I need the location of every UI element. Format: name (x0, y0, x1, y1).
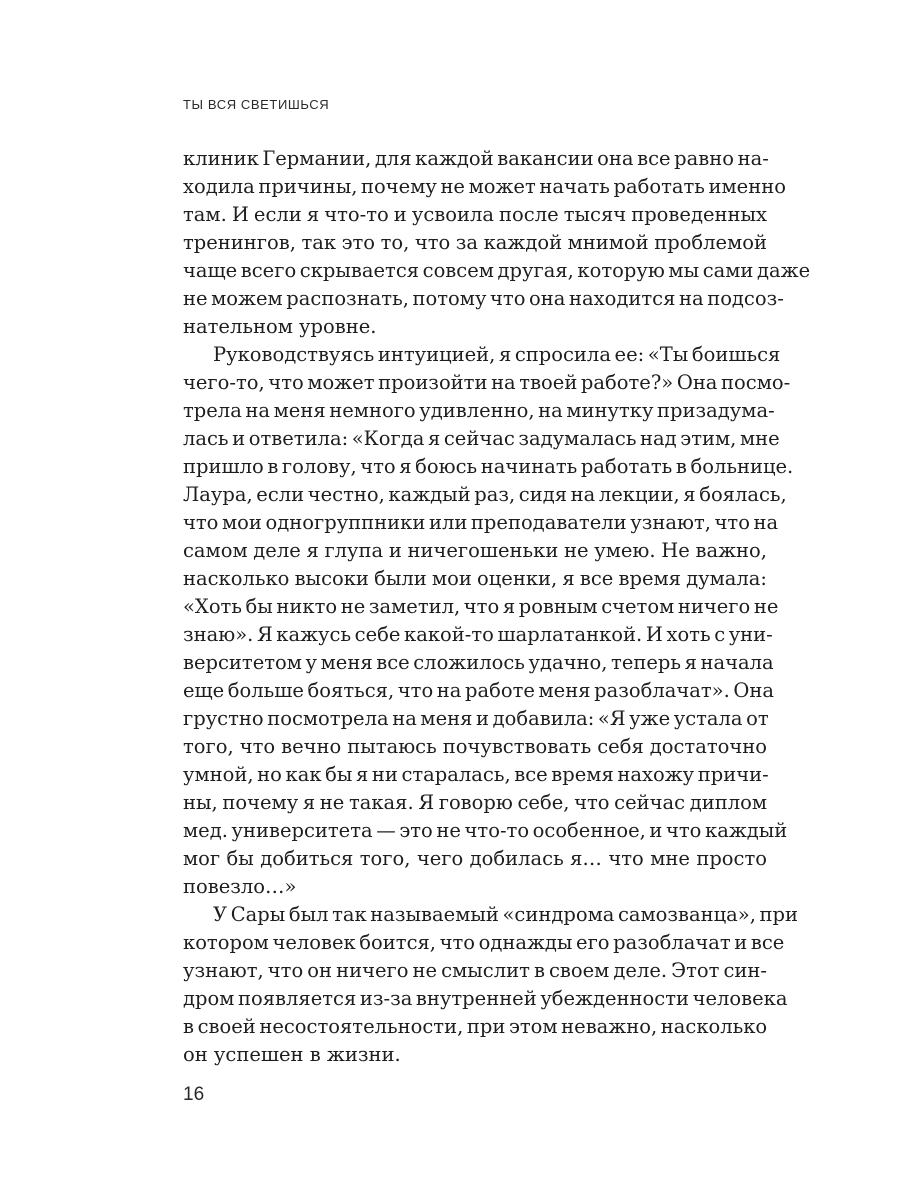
text-line: Лаура, если честно, каждый раз, сидя на лекции, я боялась, (183, 483, 787, 506)
page-number: 16 (183, 1084, 205, 1105)
text-line: знаю». Я кажусь себе какой-то шарлатанкой. И хоть с уни- (183, 623, 773, 646)
text-line: он успешен в жизни. (183, 1043, 401, 1066)
text-line: У Сары был так называемый «синдрома самозванца», при (213, 903, 799, 926)
text-line: пришло в голову, что я боюсь начинать работать в больнице. (183, 455, 794, 478)
text-line: насколько высоки были мои оценки, я все время думала: (183, 567, 767, 590)
text-line: лась и ответила: «Когда я сейчас задумалась над этим, мне (183, 427, 780, 450)
text-line: еще больше бояться, что на работе меня разоблачат». Она (183, 679, 775, 702)
text-line: умной, но как бы я ни старалась, все время нахожу причи- (183, 763, 769, 786)
text-line: трела на меня немного удивленно, на минутку призадума- (183, 399, 775, 422)
running-head-title: ТЫ ВСЯ СВЕТИШЬСЯ (183, 97, 330, 112)
text-line: ходила причины, почему не может начать работать именно (183, 175, 786, 198)
body-text (183, 145, 811, 1069)
text-line: мог бы добиться того, чего добилась я… что мне просто (183, 847, 767, 870)
text-line: дром появляется из-за внутренней убежденности человека (183, 987, 788, 1010)
text-line: тренингов, так это то, что за каждой мнимой проблемой (183, 231, 767, 254)
text-line: мед. университета — это не что-то особенное, и что каждый (183, 819, 788, 842)
text-line: чего-то, что может произойти на твоей работе?» Она посмо- (183, 371, 791, 394)
text-line: в своей несостоятельности, при этом неважно, насколько (183, 1015, 768, 1038)
text-line: чаще всего скрывается совсем другая, которую мы сами даже (183, 259, 811, 282)
text-line: самом деле я глупа и ничегошеньки не умею. Не важно, (183, 539, 767, 562)
text-line: что мои одногруппники или преподаватели узнают, что на (183, 511, 779, 534)
text-line: узнают, что он ничего не смыслит в своем деле. Этот син- (183, 959, 767, 982)
text-line: там. И если я что-то и усвоила после тысяч проведенных (183, 203, 767, 226)
text-line: грустно посмотрела на меня и добавила: «Я уже устала от (183, 707, 769, 730)
text-line: клиник Германии, для каждой вакансии она все равно на- (183, 147, 769, 170)
text-line: котором человек боится, что однажды его разоблачат и все (183, 931, 785, 954)
text-line: не можем распознать, потому что она находится на подсоз- (183, 287, 784, 310)
text-line: верситетом у меня все сложилось удачно, теперь я начала (183, 651, 774, 674)
text-line: «Хоть бы никто не заметил, что я ровным счетом ничего не (183, 595, 779, 618)
text-line: того, что вечно пытаюсь почувствовать себя достаточно (183, 735, 767, 758)
text-line: нательном уровне. (183, 315, 377, 338)
text-line: Руководствуясь интуицией, я спросила ее: «Ты боишься (213, 343, 781, 366)
text-line: ны, почему я не такая. Я говорю себе, что сейчас диплом (183, 791, 767, 814)
text-line: повезло…» (183, 875, 297, 898)
